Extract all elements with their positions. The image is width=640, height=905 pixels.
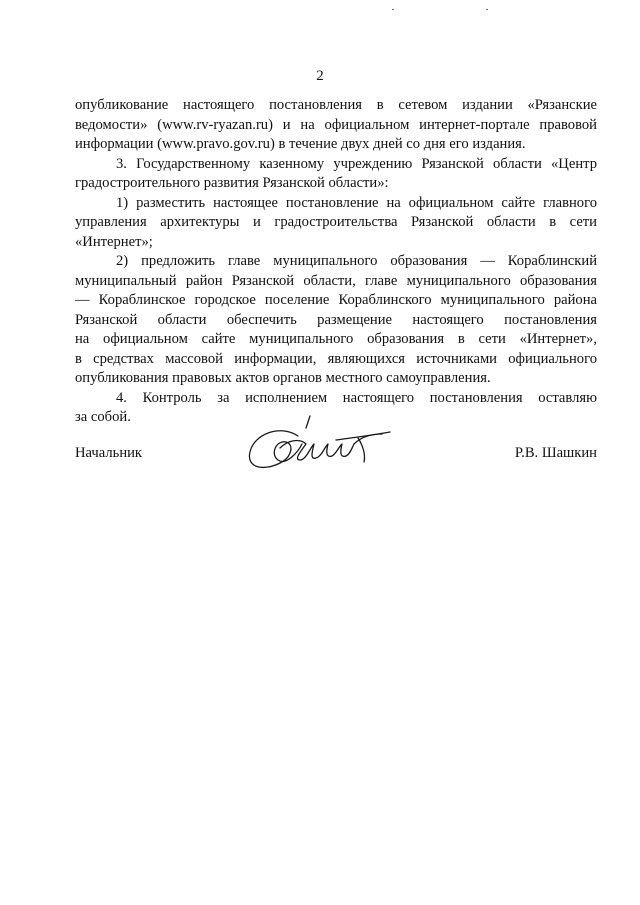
scan-speck [392, 9, 394, 10]
text-line: 2) предложить главе муниципального образования — Кораблинский [116, 253, 597, 269]
text-line: Рязанской области обеспечить размещение настоящего постановления [75, 311, 597, 328]
scan-speck [486, 9, 488, 10]
handwritten-signature [240, 414, 400, 478]
text-line: в средствах массовой информации, являющихся источниками официального [75, 350, 597, 367]
text-line: 1) разместить настоящее постановление на официальном сайте главного [116, 194, 597, 211]
text-line: информации (www.pravo.gov.ru) в течение двух дней со дня его издания. [75, 136, 526, 152]
signatory-title: Начальник [75, 445, 143, 461]
text-line: муниципальный район Рязанской области, главе муниципального образования [75, 272, 597, 289]
signatory-name: Р.В. Шашкин [514, 445, 597, 461]
text-line: «Интернет»; [75, 233, 153, 250]
text-line: опубликования правовых актов органов местного самоуправления. [75, 370, 491, 386]
paragraph-item-3 [75, 155, 597, 194]
text-line: 3. Государственному казенному учреждению Рязанской области «Центр [116, 155, 597, 172]
paragraph-item-3-2 [75, 252, 597, 389]
paragraph-publication [75, 96, 597, 155]
text-line: — Кораблинское городское поселение Кораблинского муниципального района [75, 292, 597, 308]
text-line: ведомости» (www.rv-ryazan.ru) и на официальном интернет-портале правовой [75, 116, 597, 133]
text-line: опубликование настоящего постановления в сетевом издании «Рязанские [75, 97, 597, 113]
text-line: на официальном сайте муниципального образования в сети «Интернет», [75, 331, 597, 347]
text-line: за собой. [75, 409, 131, 425]
text-line: 4. Контроль за исполнением настоящего постановления оставляю [116, 389, 597, 406]
paragraph-item-3-1 [75, 194, 597, 253]
signature-block [75, 438, 597, 478]
text-line: градостроительного развития Рязанской области»: [75, 175, 389, 191]
text-line: управления архитектуры и градостроительства Рязанской области в сети [75, 214, 597, 230]
page-number: 2 [316, 68, 324, 84]
document-body [75, 96, 597, 428]
